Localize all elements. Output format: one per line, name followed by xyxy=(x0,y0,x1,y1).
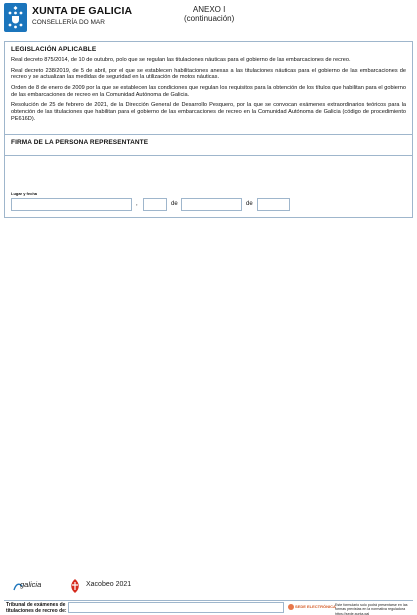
year-field[interactable] xyxy=(257,198,290,211)
de-separator: de xyxy=(246,201,253,207)
sede-electronica-label: SEDE ELECTRÓNICA xyxy=(295,604,336,609)
tribunal-label-line: titulaciones de recreo de: xyxy=(6,607,67,614)
signature-section xyxy=(4,134,413,218)
tribunal-field[interactable] xyxy=(68,602,284,613)
month-field[interactable] xyxy=(181,198,242,211)
day-field[interactable] xyxy=(143,198,167,211)
xacobeo-logo-icon xyxy=(68,578,82,594)
legislation-item: Real decreto 875/2014, de 10 de outubro, polo que se regulan las titulaciones náuticas para el gobierno de las embarcaciones de recreo. xyxy=(11,57,351,63)
organization-block xyxy=(32,5,132,27)
legislation-item: Real decreto 238/2019, de 5 de abril, por el que se establecen habilitaciones anexas a las titulaciones náuticas para el gobierno de las embarcaciones de recreo y se actualizan las medidas de seguridad en la utilización de motos náuticas. xyxy=(11,67,406,81)
sede-electronica-icon xyxy=(288,604,294,610)
legislation-item: Orden de 8 de enero de 2009 por la que se establecen las condiciones que regulan los requisitos para la obtención de los títulos que habilitan para el gobierno de las embarcaciones de recreo en la Comunidad Autónoma de Galicia. xyxy=(11,84,406,98)
annex-heading xyxy=(184,5,234,23)
signature-title: FIRMA DE LA PERSONA REPRESENTANTE xyxy=(11,139,149,146)
galicia-logo-text: galicia xyxy=(20,580,42,589)
organization-name: XUNTA DE GALICIA xyxy=(32,5,133,17)
footer-bar xyxy=(4,600,413,614)
tribunal-label xyxy=(6,603,67,614)
department-name: CONSELLERÍA DO MAR xyxy=(32,19,105,26)
comma-separator: , xyxy=(136,201,138,207)
xunta-coat-of-arms-icon xyxy=(4,3,27,32)
place-date-label: Lugar y fecha xyxy=(11,191,38,196)
place-field[interactable] xyxy=(11,198,132,211)
xacobeo-logo-text: Xacobeo 2021 xyxy=(86,581,132,588)
footer-logos xyxy=(4,575,413,597)
tribunal-label-line: Tribunal de exámenes de xyxy=(6,602,66,608)
annex-title: ANEXO I xyxy=(192,5,226,14)
de-separator: de xyxy=(171,201,178,207)
sede-note: Este formulario solo podrá presentarse en las formas previstas en la normativa reguladora https://sede.xunta.gal xyxy=(335,603,408,615)
legislation-title: LEGISLACIÓN APLICABLE xyxy=(11,46,97,53)
annex-subtitle: (continuación) xyxy=(184,14,235,23)
legislation-item: Resolución de 25 de febrero de 2021, de la Dirección General de Desarrollo Pesquero, por la que se convocan exámenes extraordinarios teóricos para la obtención de las titulaciones que habilitan para el gobierno de las embarcaciones de recreo en la Comunidad Autónoma de Galicia (código de procedimiento PE616D). xyxy=(11,102,406,123)
page-header xyxy=(4,3,413,43)
